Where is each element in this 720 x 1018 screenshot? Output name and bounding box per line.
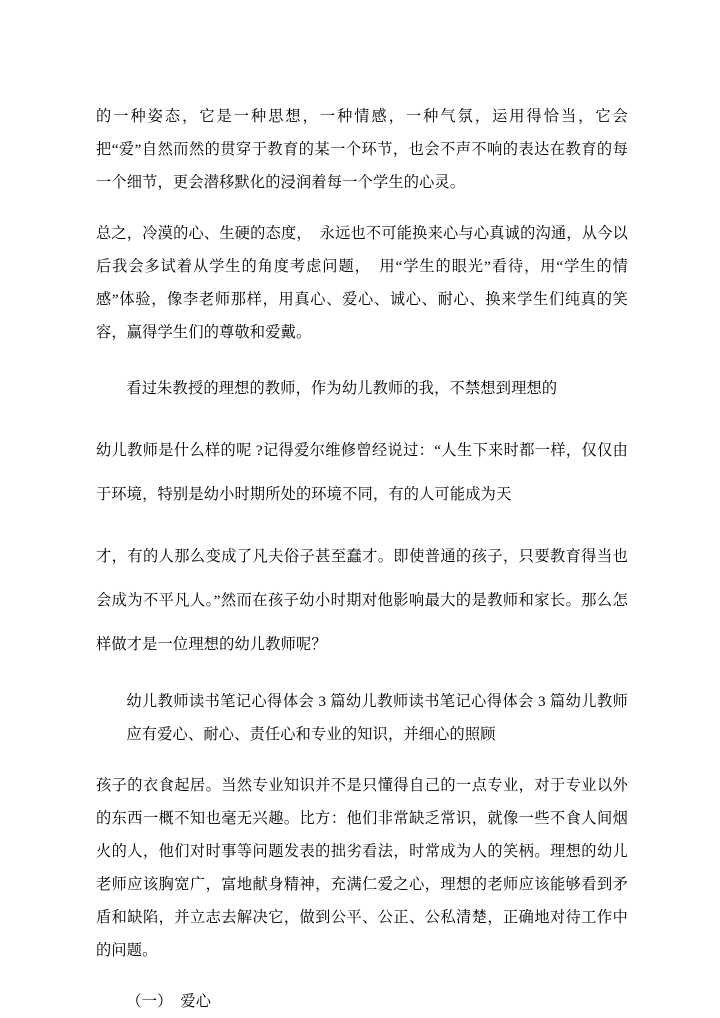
paragraph-7: 孩子的衣食起居。当然专业知识并不是只懂得自己的一点专业，对于专业以外的东西一概不知也毫无兴趣。比方：他们非常缺乏常识，就像一些不食人间烟火的人，他们对时事等问题发表的拙劣看法，时常成为人的笑柄。理想的幼儿老师应该胸宽广，富地献身精神，充满仁爱之心，理想的老师应该能够看到矛盾和缺陷，并立志去解决它，做到公平、公正、公私清楚，正确地对待工作中的问题。 xyxy=(96,777,628,959)
paragraph-4: 幼儿教师是什么样的呢 ?记得爱尔维修曾经说过：“人生下来时都一样，仅仅由于环境，特别是幼小时期所处的环境不同，有的人可能成为天 xyxy=(96,442,628,503)
paragraph-8: （一） 爱心 xyxy=(126,993,212,1010)
paragraph-1: 的一种姿态，它是一种思想，一种情感，一种气氛，运用得恰当，它会把“爱”自然而然的贯穿于教育的某一个环节，也会不声不响的表达在教育的每一个细节，更会潜移默化的浸润着每一个学生的心灵。 xyxy=(96,108,628,191)
document-body xyxy=(96,100,628,1018)
paragraph-6: 幼儿教师读书笔记心得体会 3 篇幼儿教师读书笔记心得体会 3 篇幼儿教师应有爱心、耐心、责任心和专业的知识，并细心的照顾 xyxy=(126,693,628,743)
paragraph-3: 看过朱教授的理想的教师，作为幼儿教师的我，不禁想到理想的 xyxy=(126,380,558,397)
paragraph-5: 才，有的人那么变成了凡夫俗子甚至蠢才。即使普通的孩子，只要教育得当也会成为不平凡人。”然而在孩子幼小时期对他影响最大的是教师和家长。那么怎样做才是一位理想的幼儿教师呢？ xyxy=(96,548,628,653)
paragraph-2: 总之，冷漠的心、生硬的态度， 永远也不可能换来心与心真诚的沟通，从今以后我会多试着从学生的角度考虑问题， 用“学生的眼光”看待，用“学生的情感”体验，像李老师那样，用真心、爱心、诚心、耐心、换来学生们纯真的笑容，赢得学生们的尊敬和爱戴。 xyxy=(96,225,628,341)
